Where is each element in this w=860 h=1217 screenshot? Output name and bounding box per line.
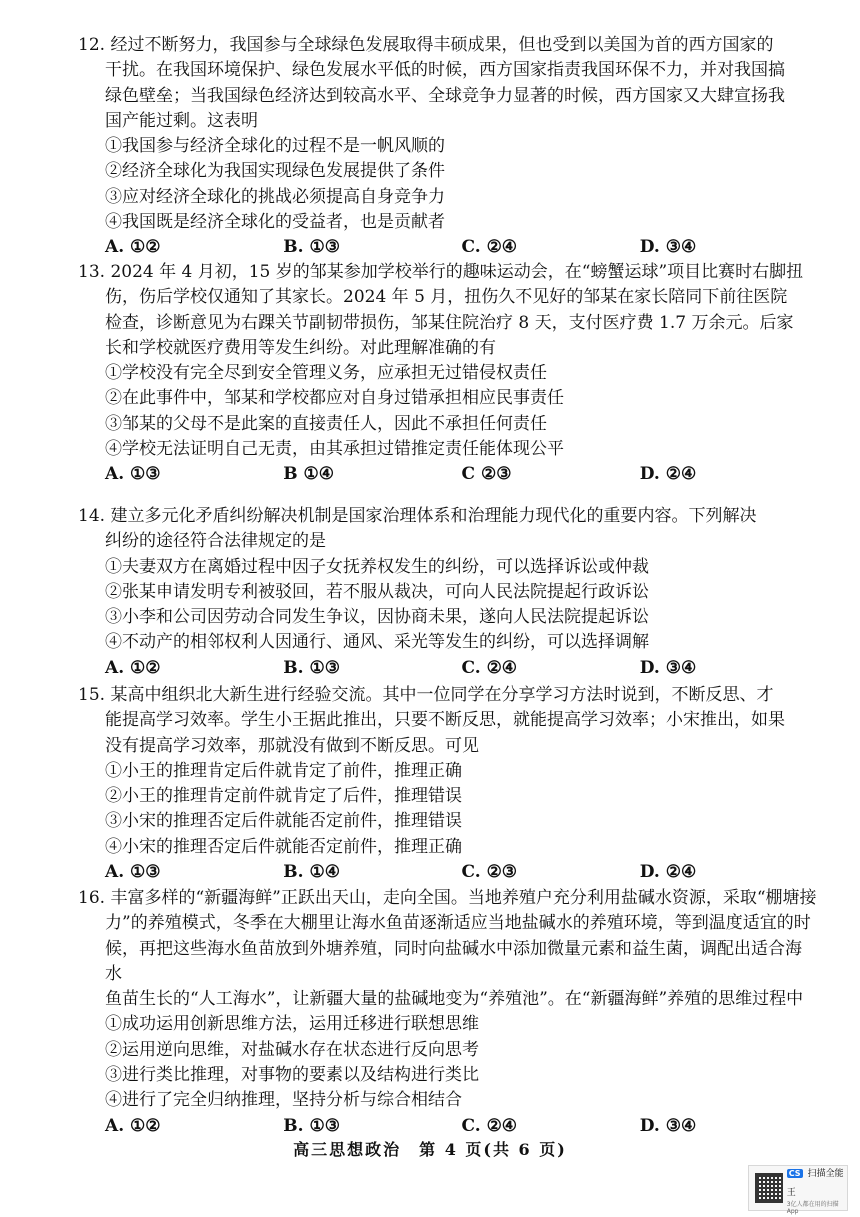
answer-choices <box>78 1114 818 1139</box>
option-1: ①夫妻双方在离婚过程中因子女抚养权发生的纠纷，可以选择诉讼或仲裁 <box>105 556 649 577</box>
answer-choices <box>78 235 818 260</box>
choice-c: C ②③ <box>461 464 512 485</box>
option-1: ①学校没有完全尽到安全管理义务，应承担无过错侵权责任 <box>105 363 547 384</box>
answer-choices <box>78 462 818 487</box>
answer-choices <box>78 860 818 885</box>
option-3: ③邹某的父母不是此案的直接责任人，因此不承担任何责任 <box>105 413 547 434</box>
option-2: ②小王的推理肯定前件就肯定了后件，推理错误 <box>105 786 462 807</box>
choice-b: B. ①③ <box>283 1115 340 1136</box>
option-4: ④不动产的相邻权利人因通行、通风、采光等发生的纠纷，可以选择调解 <box>105 632 649 653</box>
choice-a: A. ①② <box>105 237 161 258</box>
stem-line: 伤，伤后学校仅通知了其家长。2024 年 5 月，扭伤久不见好的邹某在家长陪同下前往医院 <box>105 287 788 308</box>
choice-a: A. ①③ <box>105 862 161 883</box>
question-stem <box>78 504 818 555</box>
watermark-text <box>787 1161 847 1215</box>
option-4: ④我国既是经济全球化的受益者，也是贡献者 <box>105 212 445 233</box>
stem-line: 没有提高学习效率，那就没有做到不断反思。可见 <box>105 735 479 756</box>
option-4: ④学校无法证明自己无责，由其承担过错推定责任能体现公平 <box>105 439 564 460</box>
answer-choices <box>78 656 818 681</box>
choice-b: B. ①④ <box>283 862 340 883</box>
choice-d: D. ②④ <box>639 862 697 883</box>
option-1: ①我国参与经济全球化的过程不是一帆风顺的 <box>105 136 445 157</box>
stem-line: 绿色壁垒；当我国绿色经济达到较高水平、全球竞争力显著的时候，西方国家又大肆宣扬我 <box>105 85 785 106</box>
watermark-subtitle: 3亿人都在用的扫描App <box>786 1201 839 1215</box>
choice-b: B. ①③ <box>283 237 340 258</box>
option-2: ②张某申请发明专利被驳回，若不服从裁决，可向人民法院提起行政诉讼 <box>105 581 649 602</box>
question-stem <box>78 260 818 361</box>
stem-line: 干扰。在我国环境保护、绿色发展水平低的时候，西方国家指责我国环保不力，并对我国搞 <box>105 60 785 81</box>
choice-a: A. ①③ <box>105 464 161 485</box>
question-stem <box>78 886 818 1012</box>
question-15 <box>78 683 818 885</box>
brand-logo: CS <box>788 1169 801 1178</box>
qr-code-icon <box>755 1173 783 1203</box>
scanner-watermark <box>748 1165 848 1215</box>
question-stem <box>78 683 818 759</box>
option-2: ②在此事件中，邹某和学校都应对自身过错承担相应民事责任 <box>105 388 564 409</box>
question-14 <box>78 504 818 681</box>
question-16 <box>78 886 818 1139</box>
choice-a: A. ①② <box>105 657 161 678</box>
question-12 <box>78 33 818 261</box>
stem-line: 15. 某高中组织北大新生进行经验交流。其中一位同学在分享学习方法时说到，不断反思、才 <box>78 685 774 705</box>
option-2: ②经济全球化为我国实现绿色发展提供了条件 <box>105 161 445 182</box>
question-stem <box>78 33 818 134</box>
page-footer: 高三思想政治 第 4 页(共 6 页) <box>293 1140 567 1159</box>
choice-c: C. ②④ <box>461 1115 518 1136</box>
stem-line: 14. 建立多元化矛盾纠纷解决机制是国家治理体系和治理能力现代化的重要内容。下列解决 <box>78 506 757 526</box>
choice-c: C. ②④ <box>461 657 518 678</box>
choice-c: C. ②④ <box>461 237 518 258</box>
stem-line: 纠纷的途径符合法律规定的是 <box>105 531 326 552</box>
choice-c: C. ②③ <box>461 862 518 883</box>
stem-line: 能提高学习效率。学生小王据此推出，只要不断反思，就能提高学习效率；小宋推出，如果 <box>105 710 785 731</box>
choice-b: B. ①③ <box>283 657 340 678</box>
option-4: ④进行了完全归纳推理，坚持分析与综合相结合 <box>105 1090 462 1111</box>
option-1: ①成功运用创新思维方法，运用迁移进行联想思维 <box>105 1014 479 1035</box>
stem-line: 力”的养殖模式，冬季在大棚里让海水鱼苗逐渐适应当地盐碱水的养殖环境，等到温度适宜的时 <box>105 913 811 934</box>
stem-line: 候，再把这些海水鱼苗放到外塘养殖，同时向盐碱水中添加微量元素和益生菌，调配出适合海水 <box>105 938 802 984</box>
option-3: ③应对经济全球化的挑战必须提高自身竞争力 <box>105 186 445 207</box>
option-4: ④小宋的推理否定后件就能否定前件，推理正确 <box>105 836 462 857</box>
option-3: ③进行类比推理，对事物的要素以及结构进行类比 <box>105 1065 479 1086</box>
stem-line: 13. 2024 年 4 月初，15 岁的邹某参加学校举行的趣味运动会，在“螃蟹运球”项目比赛时右脚扭 <box>78 262 804 282</box>
option-1: ①小王的推理肯定后件就肯定了前件，推理正确 <box>105 760 462 781</box>
choice-d: D. ③④ <box>639 237 697 258</box>
option-3: ③小宋的推理否定后件就能否定前件，推理错误 <box>105 811 462 832</box>
stem-line: 长和学校就医疗费用等发生纠纷。对此理解准确的有 <box>105 337 496 358</box>
stem-line: 12. 经过不断努力，我国参与全球绿色发展取得丰硕成果，但也受到以美国为首的西方国家的 <box>78 35 774 55</box>
choice-d: D. ③④ <box>639 1115 697 1136</box>
choice-d: D. ②④ <box>639 464 697 485</box>
stem-line: 16. 丰富多样的“新疆海鲜”正跃出天山，走向全国。当地养殖户充分利用盐碱水资源，采取“棚塘接 <box>78 888 817 908</box>
watermark-title: 扫描全能王 <box>786 1169 844 1198</box>
choice-a: A. ①② <box>105 1115 161 1136</box>
option-2: ②运用逆向思维，对盐碱水存在状态进行反向思考 <box>105 1039 479 1060</box>
stem-line: 检查，诊断意见为右踝关节副韧带损伤，邹某住院治疗 8 天，支付医疗费 1.7 万余元。后家 <box>105 312 794 333</box>
choice-b: B ①④ <box>283 464 335 485</box>
choice-d: D. ③④ <box>639 657 697 678</box>
stem-line: 鱼苗生长的“人工海水”，让新疆大量的盐碱地变为“养殖池”。在“新疆海鲜”养殖的思维过程中 <box>105 989 804 1010</box>
stem-line: 国产能过剩。这表明 <box>105 110 258 131</box>
question-13 <box>78 260 818 488</box>
option-3: ③小李和公司因劳动合同发生争议，因协商未果，遂向人民法院提起诉讼 <box>105 607 649 628</box>
